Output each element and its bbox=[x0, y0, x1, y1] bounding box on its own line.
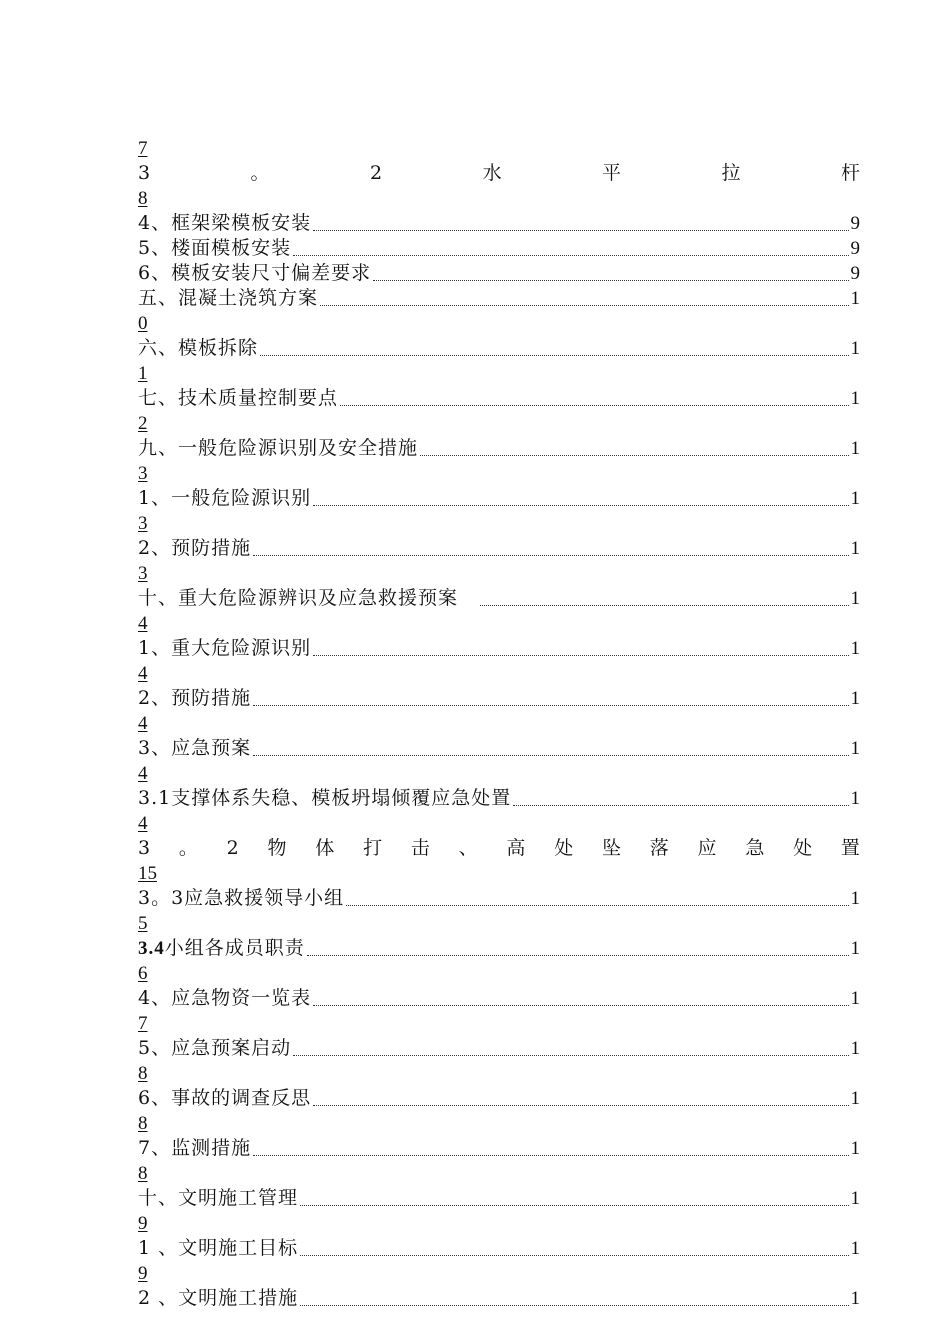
page-number-continuation: 7 bbox=[138, 138, 148, 159]
toc-entry[interactable] bbox=[138, 1136, 860, 1161]
toc-entry[interactable] bbox=[138, 1086, 860, 1111]
toc-entry-title: 六、模板拆除 bbox=[138, 337, 259, 359]
dot-leader bbox=[300, 1204, 848, 1206]
toc-glyph: 处 bbox=[793, 837, 813, 859]
toc-entry-title: 2、预防措施 bbox=[138, 687, 252, 709]
toc-entry[interactable] bbox=[138, 1036, 860, 1061]
toc-page-continuation bbox=[138, 1211, 860, 1236]
page-number-continuation: 8 bbox=[138, 1113, 148, 1134]
toc-glyph: 打 bbox=[363, 837, 383, 859]
toc-page-continuation bbox=[138, 186, 860, 211]
toc-page-continuation bbox=[138, 1111, 860, 1136]
dot-leader bbox=[300, 1304, 848, 1306]
page-number-continuation: 3 bbox=[138, 513, 148, 534]
page-number-continuation: 2 bbox=[138, 413, 148, 434]
toc-entry-title: 3.4小组各成员职责 bbox=[138, 937, 305, 959]
toc-entry-title: 4、应急物资一览表 bbox=[138, 987, 312, 1009]
page-number-continuation: 3 bbox=[138, 563, 148, 584]
page-number-continuation: 5 bbox=[138, 913, 148, 934]
toc-page-continuation bbox=[138, 811, 860, 836]
toc-entry[interactable] bbox=[138, 336, 860, 361]
toc-entry[interactable] bbox=[138, 286, 860, 311]
toc-page-number: 1 bbox=[850, 338, 860, 359]
toc-glyph: 。 bbox=[178, 837, 198, 859]
toc-page-continuation bbox=[138, 911, 860, 936]
toc-glyph: 应 bbox=[697, 837, 717, 859]
toc-page-continuation bbox=[138, 361, 860, 386]
toc-entry-title: 5、应急预案启动 bbox=[138, 1037, 292, 1059]
toc-entry[interactable] bbox=[138, 486, 860, 511]
page-number-continuation: 9 bbox=[138, 1263, 148, 1284]
toc-entry[interactable] bbox=[138, 886, 860, 911]
toc-entry[interactable] bbox=[138, 1236, 860, 1261]
toc-page-number: 9 bbox=[850, 238, 860, 259]
toc-entry[interactable] bbox=[138, 236, 860, 261]
toc-entry-justified[interactable] bbox=[138, 161, 860, 186]
toc-glyph: 物 bbox=[267, 837, 287, 859]
toc-entry-title: 1、一般危险源识别 bbox=[138, 487, 312, 509]
toc-page-number: 1 bbox=[850, 938, 860, 959]
page-number-continuation: 4 bbox=[138, 713, 148, 734]
toc-glyph: 处 bbox=[554, 837, 574, 859]
page-number-continuation: 6 bbox=[138, 963, 148, 984]
toc-glyph: 击 bbox=[410, 837, 430, 859]
toc-entry-title: 5、楼面模板安装 bbox=[138, 237, 292, 259]
toc-glyph: 2 bbox=[370, 162, 383, 184]
toc-page-continuation bbox=[138, 861, 860, 886]
toc-page-number: 1 bbox=[850, 1138, 860, 1159]
toc-page-number: 1 bbox=[850, 1088, 860, 1109]
table-of-contents bbox=[138, 136, 860, 1311]
toc-entry[interactable] bbox=[138, 736, 860, 761]
page-number-continuation: 8 bbox=[138, 188, 148, 209]
toc-entry-title: 2、预防措施 bbox=[138, 537, 252, 559]
toc-entry-title: 4、框架梁模板安装 bbox=[138, 212, 312, 234]
toc-page-number: 9 bbox=[850, 213, 860, 234]
dot-leader bbox=[313, 1004, 848, 1006]
page-number-continuation: 4 bbox=[138, 613, 148, 634]
toc-page-continuation bbox=[138, 511, 860, 536]
toc-entry[interactable] bbox=[138, 1286, 860, 1311]
dot-leader bbox=[320, 304, 848, 306]
toc-glyph: 拉 bbox=[721, 162, 741, 184]
toc-page-continuation bbox=[138, 661, 860, 686]
toc-page-continuation bbox=[138, 1011, 860, 1036]
toc-page-number: 1 bbox=[850, 1238, 860, 1259]
toc-entry-title: 7、监测措施 bbox=[138, 1137, 252, 1159]
dot-leader bbox=[293, 1054, 848, 1056]
toc-entry[interactable] bbox=[138, 386, 860, 411]
toc-entry[interactable] bbox=[138, 261, 860, 286]
toc-glyph: 置 bbox=[840, 837, 860, 859]
toc-entry-number: 3.4 bbox=[138, 938, 165, 959]
toc-page-continuation bbox=[138, 1161, 860, 1186]
dot-leader bbox=[420, 454, 848, 456]
toc-page-continuation bbox=[138, 761, 860, 786]
toc-glyph: 3 bbox=[138, 837, 151, 859]
toc-page-continuation bbox=[138, 311, 860, 336]
toc-glyph: 高 bbox=[506, 837, 526, 859]
toc-page-number: 1 bbox=[850, 688, 860, 709]
page-number-continuation: 8 bbox=[138, 1063, 148, 1084]
toc-entry-title: 6、模板安装尺寸偏差要求 bbox=[138, 262, 372, 284]
toc-entry-title: 1、重大危险源识别 bbox=[138, 637, 312, 659]
toc-page-number: 1 bbox=[850, 1038, 860, 1059]
page-number-continuation: 7 bbox=[138, 1013, 148, 1034]
dot-leader bbox=[253, 704, 848, 706]
toc-page-number: 1 bbox=[850, 788, 860, 809]
dot-leader bbox=[313, 504, 848, 506]
toc-page-number: 9 bbox=[850, 263, 860, 284]
dot-leader bbox=[313, 1104, 848, 1106]
toc-entry-title: 3。3应急救援领导小组 bbox=[138, 887, 345, 909]
toc-page-continuation bbox=[138, 961, 860, 986]
dot-leader bbox=[340, 404, 848, 406]
toc-entry[interactable] bbox=[138, 1186, 860, 1211]
dot-leader bbox=[253, 554, 848, 556]
page-number-continuation: 4 bbox=[138, 763, 148, 784]
toc-page-continuation bbox=[138, 611, 860, 636]
toc-page-number: 1 bbox=[850, 488, 860, 509]
dot-leader bbox=[480, 604, 848, 606]
dot-leader bbox=[293, 254, 848, 256]
toc-page-number: 1 bbox=[850, 538, 860, 559]
toc-page-number: 1 bbox=[850, 638, 860, 659]
toc-page-number: 1 bbox=[850, 588, 860, 609]
dot-leader bbox=[253, 754, 848, 756]
page-number-continuation: 4 bbox=[138, 813, 148, 834]
toc-page-continuation bbox=[138, 461, 860, 486]
toc-entry[interactable] bbox=[138, 686, 860, 711]
toc-page-continuation bbox=[138, 711, 860, 736]
toc-entry[interactable] bbox=[138, 936, 860, 961]
page-number-continuation: 3 bbox=[138, 463, 148, 484]
toc-entry-title: 1 、文明施工目标 bbox=[138, 1237, 299, 1259]
toc-page-continuation bbox=[138, 1061, 860, 1086]
dot-leader bbox=[307, 954, 849, 956]
toc-entry[interactable] bbox=[138, 536, 860, 561]
toc-page-number: 1 bbox=[850, 1188, 860, 1209]
toc-page-continuation bbox=[138, 1261, 860, 1286]
toc-entry-title: 3.1支撑体系失稳、模板坍塌倾覆应急处置 bbox=[138, 787, 512, 809]
toc-page-number: 1 bbox=[850, 288, 860, 309]
toc-entry-title: 十、文明施工管理 bbox=[138, 1187, 299, 1209]
toc-glyph: 2 bbox=[226, 837, 239, 859]
toc-page-number: 1 bbox=[850, 738, 860, 759]
toc-entry-title: 七、技术质量控制要点 bbox=[138, 387, 339, 409]
dot-leader bbox=[346, 904, 848, 906]
toc-glyph: 。 bbox=[250, 162, 270, 184]
dot-leader bbox=[513, 804, 848, 806]
toc-entry[interactable] bbox=[138, 786, 860, 811]
dot-leader bbox=[253, 1154, 848, 1156]
toc-glyph: 坠 bbox=[601, 837, 621, 859]
toc-page-continuation bbox=[138, 411, 860, 436]
toc-glyph: 杆 bbox=[840, 162, 860, 184]
toc-entry[interactable] bbox=[138, 986, 860, 1011]
toc-page-continuation bbox=[138, 136, 860, 161]
toc-entry-title: 五、混凝土浇筑方案 bbox=[138, 287, 319, 309]
dot-leader bbox=[373, 279, 848, 281]
dot-leader bbox=[260, 354, 848, 356]
toc-entry[interactable] bbox=[138, 586, 860, 611]
page-number-continuation: 1 bbox=[138, 363, 148, 384]
toc-entry-title: 2 、文明施工措施 bbox=[138, 1287, 299, 1309]
toc-entry[interactable] bbox=[138, 211, 860, 236]
dot-leader bbox=[313, 654, 848, 656]
toc-glyph: 水 bbox=[482, 162, 502, 184]
toc-page-number: 1 bbox=[850, 988, 860, 1009]
toc-glyph: 急 bbox=[745, 837, 765, 859]
toc-page-number: 1 bbox=[850, 1288, 860, 1309]
toc-glyph: 平 bbox=[602, 162, 622, 184]
dot-leader bbox=[313, 229, 848, 231]
toc-entry[interactable] bbox=[138, 636, 860, 661]
page-number-continuation: 9 bbox=[138, 1213, 148, 1234]
page-number-continuation: 15 bbox=[138, 863, 157, 884]
toc-page-continuation bbox=[138, 561, 860, 586]
toc-page-number: 1 bbox=[850, 388, 860, 409]
dot-leader bbox=[300, 1254, 848, 1256]
toc-entry-title: 九、一般危险源识别及安全措施 bbox=[138, 437, 419, 459]
toc-entry-title: 十、重大危险源辨识及应急救援预案 bbox=[138, 587, 459, 609]
toc-entry-title: 6、事故的调查反思 bbox=[138, 1087, 312, 1109]
toc-glyph: 落 bbox=[649, 837, 669, 859]
toc-entry-title: 3、应急预案 bbox=[138, 737, 252, 759]
page-number-continuation: 8 bbox=[138, 1163, 148, 1184]
toc-page-number: 1 bbox=[850, 888, 860, 909]
page-number-continuation: 4 bbox=[138, 663, 148, 684]
toc-entry[interactable] bbox=[138, 436, 860, 461]
toc-glyph: 体 bbox=[315, 837, 335, 859]
toc-entry-justified[interactable] bbox=[138, 836, 860, 861]
page-number-continuation: 0 bbox=[138, 313, 148, 334]
toc-glyph: 3 bbox=[138, 162, 151, 184]
toc-glyph: 、 bbox=[458, 837, 478, 859]
toc-page-number: 1 bbox=[850, 438, 860, 459]
